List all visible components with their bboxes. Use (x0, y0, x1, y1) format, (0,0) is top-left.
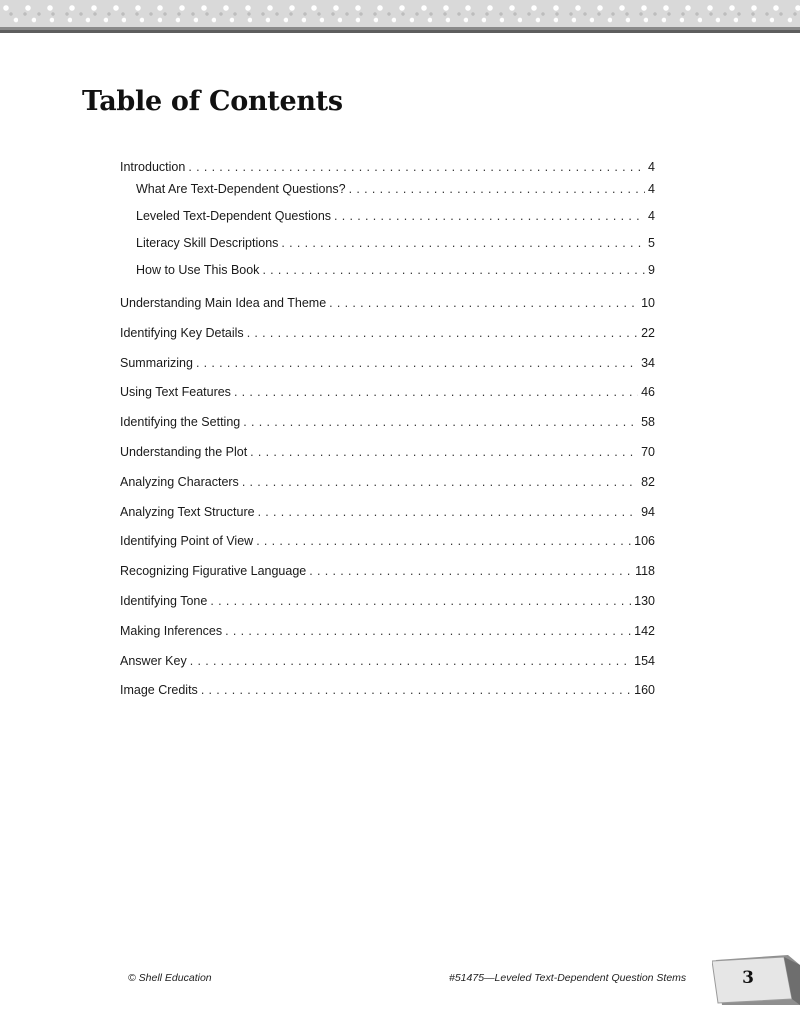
toc-dot-leader (190, 651, 631, 671)
toc-dot-leader (250, 442, 638, 462)
toc-subentry (120, 233, 655, 260)
footer-book-title: #51475—Leveled Text-Dependent Question Stems (449, 972, 687, 984)
toc-page-number: 22 (641, 325, 655, 340)
toc-page-number: 82 (641, 474, 655, 489)
toc-dot-leader (210, 591, 631, 611)
page-title: Table of Contents (82, 86, 343, 117)
toc-entry (120, 561, 655, 591)
toc-entry-label: Identifying Key Details (120, 325, 244, 340)
toc-page-number: 4 (648, 209, 655, 223)
toc-entry-label: Introduction (120, 160, 186, 174)
toc-dot-leader (329, 293, 638, 313)
toc-entry-label: Making Inferences (120, 623, 223, 638)
toc-dot-leader (258, 502, 639, 522)
toc-entry-label: Leveled Text-Dependent Questions (136, 209, 332, 223)
table-of-contents (120, 157, 655, 710)
toc-dot-leader (225, 621, 631, 641)
toc-dot-leader (281, 233, 645, 253)
toc-entry (120, 680, 655, 710)
toc-page-number: 9 (648, 263, 655, 277)
toc-entry-label: Analyzing Characters (120, 474, 239, 489)
toc-page-number: 142 (634, 623, 655, 638)
toc-entry (120, 382, 655, 412)
toc-dot-leader (234, 382, 638, 402)
toc-entry-label: Summarizing (120, 355, 193, 370)
toc-entry (120, 293, 655, 323)
toc-entry (120, 353, 655, 383)
toc-page-number: 70 (641, 444, 655, 459)
page-number: 3 (742, 968, 754, 988)
toc-entry-label: Identifying the Setting (120, 415, 241, 430)
toc-entry-label: Answer Key (120, 653, 187, 668)
toc-dot-leader (242, 472, 638, 492)
toc-entry-label: Image Credits (120, 683, 198, 698)
toc-dot-leader (309, 561, 632, 581)
toc-entry (120, 412, 655, 442)
toc-dot-leader (349, 179, 645, 199)
toc-page-number: 154 (634, 653, 655, 668)
toc-entry-label: Recognizing Figurative Language (120, 564, 307, 579)
toc-subentry (120, 206, 655, 233)
toc-page-number: 46 (641, 385, 655, 400)
toc-entry-label: Identifying Point of View (120, 534, 254, 549)
toc-page-number: 94 (641, 504, 655, 519)
toc-dot-leader (262, 260, 645, 280)
toc-entry-label: Understanding the Plot (120, 444, 248, 459)
toc-dot-leader (201, 680, 631, 700)
toc-entry (120, 157, 655, 179)
toc-dot-leader (243, 412, 638, 432)
toc-entry-label: Literacy Skill Descriptions (136, 236, 279, 250)
toc-entry (120, 591, 655, 621)
toc-entry (120, 442, 655, 472)
toc-page-number: 130 (634, 593, 655, 608)
toc-page-number: 160 (634, 683, 655, 698)
toc-entry (120, 531, 655, 561)
toc-page-number: 34 (641, 355, 655, 370)
toc-page-number: 118 (635, 564, 655, 579)
toc-entry-label: How to Use This Book (136, 263, 260, 277)
header-divider (0, 30, 800, 33)
toc-page-number: 4 (648, 182, 655, 196)
toc-page-number: 58 (641, 415, 655, 430)
toc-dot-leader (196, 353, 638, 373)
toc-entry (120, 502, 655, 532)
toc-entry (120, 323, 655, 353)
toc-entry (120, 472, 655, 502)
toc-entry-label: Using Text Features (120, 385, 231, 400)
toc-entry (120, 621, 655, 651)
toc-subentry (120, 260, 655, 287)
decorative-header-band (0, 0, 800, 30)
toc-entry-label: What Are Text-Dependent Questions? (136, 182, 346, 196)
toc-page-number: 5 (648, 236, 655, 250)
toc-entry-label: Analyzing Text Structure (120, 504, 255, 519)
toc-page-number: 10 (641, 296, 655, 310)
toc-entry (120, 651, 655, 681)
footer-copyright: © Shell Education (128, 972, 212, 984)
toc-dot-leader (247, 323, 638, 343)
toc-dot-leader (188, 157, 645, 177)
toc-dot-leader (256, 531, 631, 551)
toc-entry-label: Understanding Main Idea and Theme (120, 296, 327, 310)
toc-dot-leader (334, 206, 645, 226)
toc-subentry (120, 179, 655, 206)
toc-page-number: 4 (648, 160, 655, 174)
toc-page-number: 106 (634, 534, 655, 549)
toc-entry-label: Identifying Tone (120, 593, 208, 608)
